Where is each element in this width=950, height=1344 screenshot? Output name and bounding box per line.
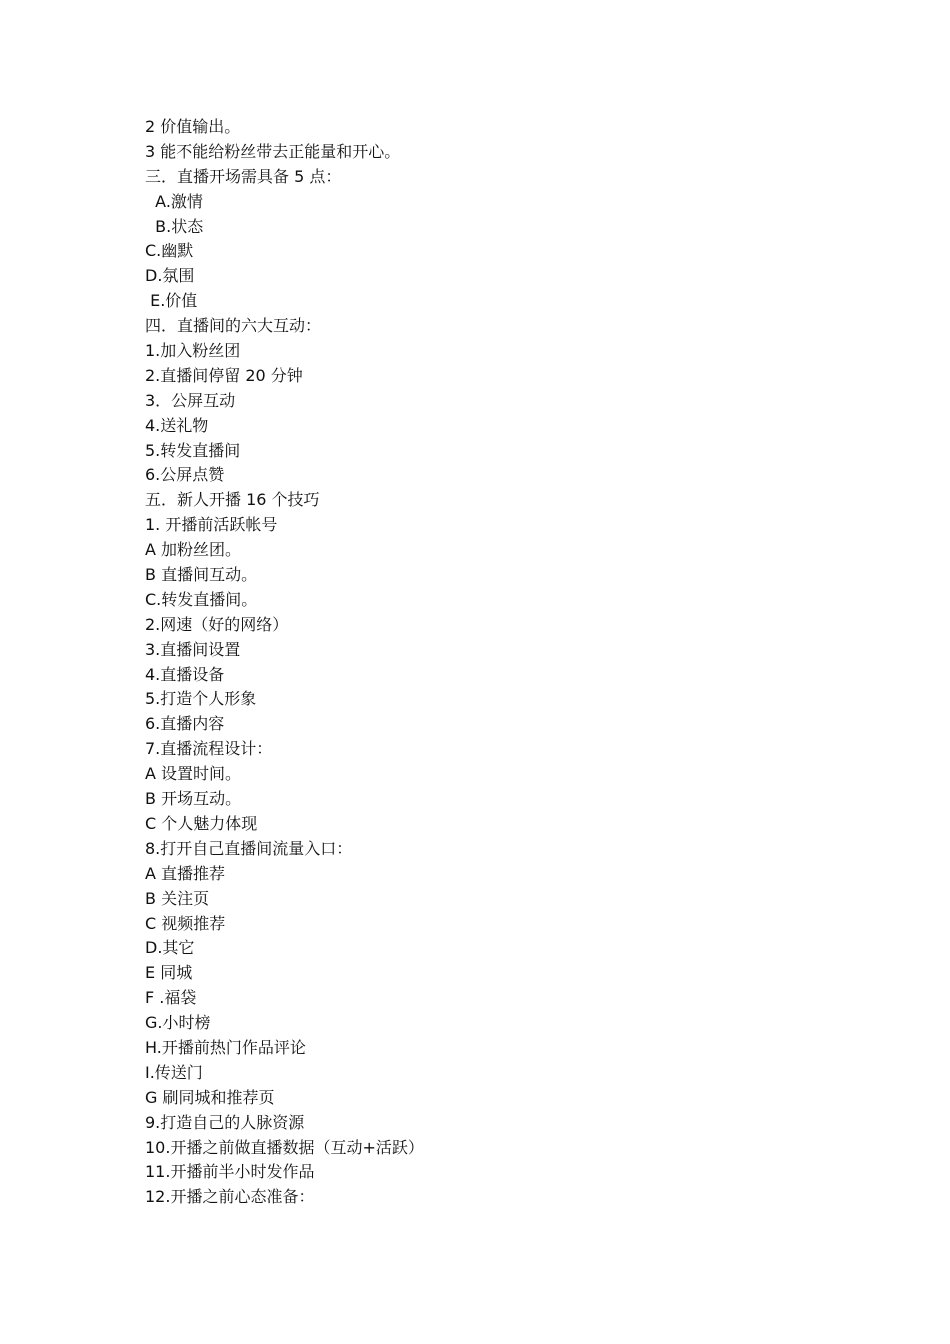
list-item: B.状态	[145, 216, 204, 236]
document-body	[145, 115, 845, 1210]
list-item: 3．公屏互动	[145, 390, 236, 410]
list-item: 3.直播间设置	[145, 639, 241, 659]
text-line: 3 能不能给粉丝带去正能量和开心。	[145, 141, 401, 161]
text-line: 2 价值输出。	[145, 117, 241, 136]
list-item: A 直播推荐	[145, 863, 226, 883]
list-item: I.传送门	[145, 1062, 203, 1082]
list-item: 5.转发直播间	[145, 440, 241, 460]
list-item: 9.打造自己的人脉资源	[145, 1112, 305, 1132]
list-item: 6.直播内容	[145, 714, 225, 734]
list-item: G.小时榜	[145, 1013, 211, 1033]
section-heading: 三．直播开场需具备 5 点：	[145, 166, 342, 186]
list-item: 11.开播前半小时发作品	[145, 1162, 315, 1182]
list-item: B 开场互动。	[145, 789, 242, 809]
list-item: H.开播前热门作品评论	[145, 1037, 306, 1057]
list-item: C.转发直播间。	[145, 589, 258, 609]
list-item: D.氛围	[145, 266, 195, 286]
list-item: 7.直播流程设计：	[145, 739, 273, 759]
list-item: 2.网速（好的网络）	[145, 614, 289, 634]
list-item: C.幽默	[145, 241, 194, 261]
list-item: 4.送礼物	[145, 415, 209, 435]
list-item: B 直播间互动。	[145, 565, 258, 585]
list-item: C 视频推荐	[145, 913, 226, 933]
list-item: D.其它	[145, 938, 195, 958]
list-item: 8.打开自己直播间流量入口：	[145, 838, 353, 858]
section-heading: 四．直播间的六大互动：	[145, 316, 322, 336]
list-item: 6.公屏点赞	[145, 465, 225, 485]
list-item: C 个人魅力体现	[145, 813, 258, 833]
list-item: 4.直播设备	[145, 664, 225, 684]
list-item: 12.开播之前心态准备：	[145, 1187, 315, 1207]
list-item: 2.直播间停留 20 分钟	[145, 365, 303, 385]
list-item: 10.开播之前做直播数据（互动+活跃）	[145, 1137, 424, 1157]
list-item: A 加粉丝团。	[145, 540, 242, 560]
list-item: 5.打造个人形象	[145, 689, 257, 709]
list-item: E.价值	[145, 291, 198, 311]
list-item: E 同城	[145, 963, 193, 983]
list-item: 1. 开播前活跃帐号	[145, 515, 278, 535]
list-item: G 刷同城和推荐页	[145, 1087, 275, 1107]
list-item: 1.加入粉丝团	[145, 341, 241, 361]
list-item: B 关注页	[145, 888, 210, 908]
section-heading: 五．新人开播 16 个技巧	[145, 490, 320, 510]
list-item: F .福袋	[145, 988, 197, 1008]
list-item: A 设置时间。	[145, 764, 242, 784]
list-item: A.激情	[145, 191, 203, 211]
